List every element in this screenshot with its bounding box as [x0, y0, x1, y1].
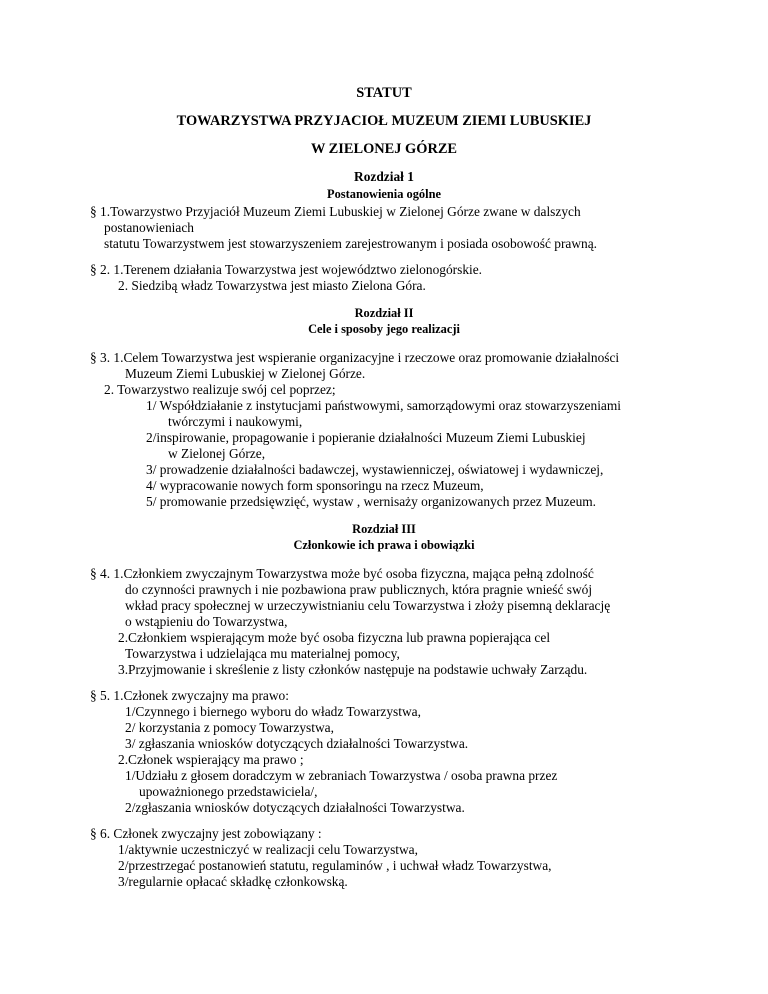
text-line: 2/przestrzegać postanowień statutu, regulaminów , i uchwał władz Towarzystwa,: [118, 858, 552, 873]
society-name: TOWARZYSTWA PRZYJACIOŁ MUZEUM ZIEMI LUBUSKIEJ: [176, 113, 592, 129]
chapter-3-subheading: Członkowie ich prawa i obowiązki: [293, 538, 475, 552]
text-line: 2. Siedzibą władz Towarzystwa jest miasto Zielona Góra.: [118, 278, 426, 293]
text-line: 4/ wypracowanie nowych form sponsoringu na rzecz Muzeum,: [146, 478, 484, 493]
text-line: Towarzystwa i udzielająca mu materialnej pomocy,: [125, 646, 400, 661]
text-line: 3/ prowadzenie działalności badawczej, wystawienniczej, oświatowej i wydawniczej,: [146, 462, 604, 477]
text-line: § 5. 1.Członek zwyczajny ma prawo:: [90, 688, 289, 703]
text-line: § 4. 1.Członkiem zwyczajnym Towarzystwa może być osoba fizyczna, mająca pełną zdolność: [90, 566, 594, 581]
text-line: 1/aktywnie uczestniczyć w realizacji celu Towarzystwa,: [118, 842, 418, 857]
text-line: upoważnionego przedstawiciela/,: [139, 784, 318, 799]
statute-title: STATUT: [356, 85, 412, 101]
text-line: statutu Towarzystwem jest stowarzyszeniem zarejestrowanym i posiada osobowość prawną.: [104, 236, 598, 251]
text-line: § 6. Członek zwyczajny jest zobowiązany :: [90, 826, 322, 841]
text-line: 2.Członkiem wspierającym może być osoba fizyczna lub prawna popierająca cel: [118, 630, 551, 645]
text-line: § 3. 1.Celem Towarzystwa jest wspieranie organizacyjne i rzeczowe oraz promowanie działalności: [90, 350, 620, 365]
text-line: 2.Członek wspierający ma prawo ;: [118, 752, 304, 767]
text-line: 2/inspirowanie, propagowanie i popieranie działalności Muzeum Ziemi Lubuskiej: [146, 430, 586, 445]
chapter-1-heading: Rozdział 1: [354, 169, 414, 184]
text-line: 1/Czynnego i biernego wyboru do władz Towarzystwa,: [125, 704, 421, 719]
chapter-1-subheading: Postanowienia ogólne: [327, 187, 441, 201]
text-line: 1/Udziału z głosem doradczym w zebraniach Towarzystwa / osoba prawna przez: [125, 768, 558, 783]
text-line: 2/zgłaszania wniosków dotyczących działalności Towarzystwa.: [125, 800, 465, 815]
text-line: postanowieniach: [104, 220, 194, 235]
text-line: 3/regularnie opłacać składkę członkowską.: [118, 874, 348, 889]
chapter-2-heading: Rozdział II: [354, 306, 414, 320]
text-line: Muzeum Ziemi Lubuskiej w Zielonej Górze.: [125, 366, 366, 381]
text-line: 2. Towarzystwo realizuje swój cel poprzez;: [104, 382, 336, 397]
text-line: o wstąpieniu do Towarzystwa,: [125, 614, 288, 629]
text-line: w Zielonej Górze,: [168, 446, 266, 461]
text-line: 1/ Współdziałanie z instytucjami państwowymi, samorządowymi oraz stowarzyszeniami: [146, 398, 621, 413]
chapter-3-heading: Rozdział III: [352, 522, 416, 536]
chapter-2-subheading: Cele i sposoby jego realizacji: [308, 322, 460, 336]
society-location: W ZIELONEJ GÓRZE: [310, 141, 458, 157]
text-line: twórczymi i naukowymi,: [168, 414, 303, 429]
text-line: 3.Przyjmowanie i skreślenie z listy członków następuje na podstawie uchwały Zarządu.: [118, 662, 588, 677]
text-line: wkład pracy społecznej w urzeczywistnianiu celu Towarzystwa i złoży pisemną deklarację: [125, 598, 611, 613]
text-line: do czynności prawnych i nie pozbawiona praw publicznych, która pragnie wnieść swój: [125, 582, 593, 597]
text-line: 3/ zgłaszania wniosków dotyczących działalności Towarzystwa.: [125, 736, 469, 751]
text-line: § 1.Towarzystwo Przyjaciół Muzeum Ziemi Lubuskiej w Zielonej Górze zwane w dalszych: [90, 204, 581, 219]
text-line: § 2. 1.Terenem działania Towarzystwa jest województwo zielonogórskie.: [90, 262, 483, 277]
text-line: 2/ korzystania z pomocy Towarzystwa,: [125, 720, 334, 735]
text-line: 5/ promowanie przedsięwzięć, wystaw , wernisaży organizowanych przez Muzeum.: [146, 494, 597, 509]
